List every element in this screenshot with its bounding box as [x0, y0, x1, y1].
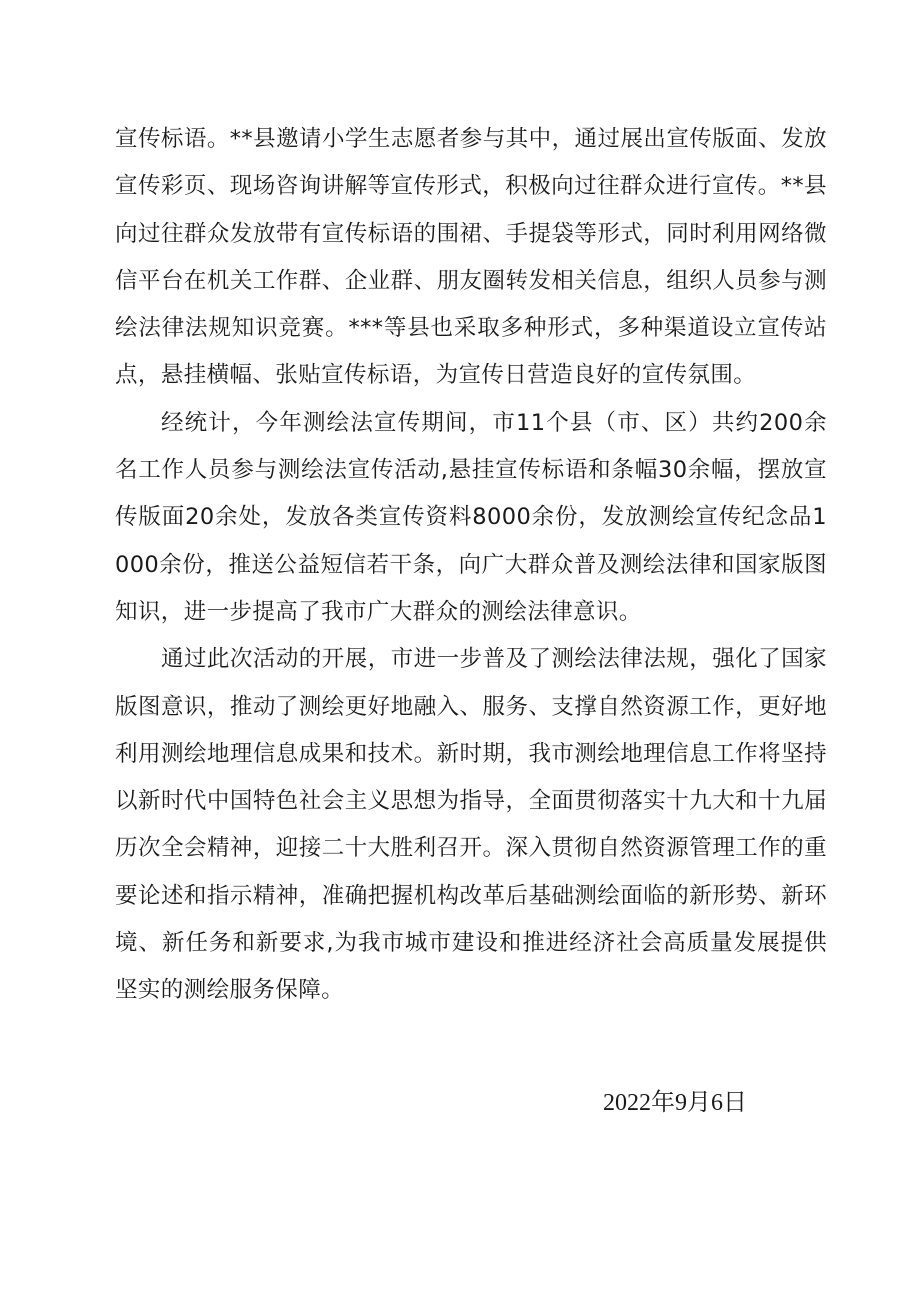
document-body [115, 116, 827, 1015]
paragraph-statistics: 经统计，今年测绘法宣传期间，市11个县（市、区）共约200余名工作人员参与测绘法宣传活动,悬挂宣传标语和条幅30余幅，摆放宣传版面20余处，发放各类宣传资料8000余份，发放测绘宣传纪念品1000余份，推送公益短信若干条，向广大群众普及测绘法律和国家版图知识，进一步提高了我市广大群众的测绘法律意识。 [115, 409, 827, 625]
document-date: 2022年9月6日 [603, 1090, 747, 1116]
paragraph-continuation: 宣传标语。**县邀请小学生志愿者参与其中，通过展出宣传版面、发放宣传彩页、现场咨询讲解等宣传形式，积极向过往群众进行宣传。**县向过往群众发放带有宣传标语的围裙、手提袋等形式，同时利用网络微信平台在机关工作群、企业群、朋友圈转发相关信息，组织人员参与测绘法律法规知识竞赛。***等县也采取多种形式，多种渠道设立宣传站点，悬挂横幅、张贴宣传标语，为宣传日营造良好的宣传氛围。 [115, 126, 827, 389]
paragraph-conclusion: 通过此次活动的开展，市进一步普及了测绘法律法规，强化了国家版图意识，推动了测绘更好地融入、服务、支撑自然资源工作，更好地利用测绘地理信息成果和技术。新时期，我市测绘地理信息工作将坚持以新时代中国特色社会主义思想为指导，全面贯彻落实十九大和十九届历次全会精神，迎接二十大胜利召开。深入贯彻自然资源管理工作的重要论述和指示精神，准确把握机构改革后基础测绘面临的新形势、新环境、新任务和新要求,为我市城市建设和推进经济社会高质量发展提供坚实的测绘服务保障。 [115, 646, 827, 1004]
